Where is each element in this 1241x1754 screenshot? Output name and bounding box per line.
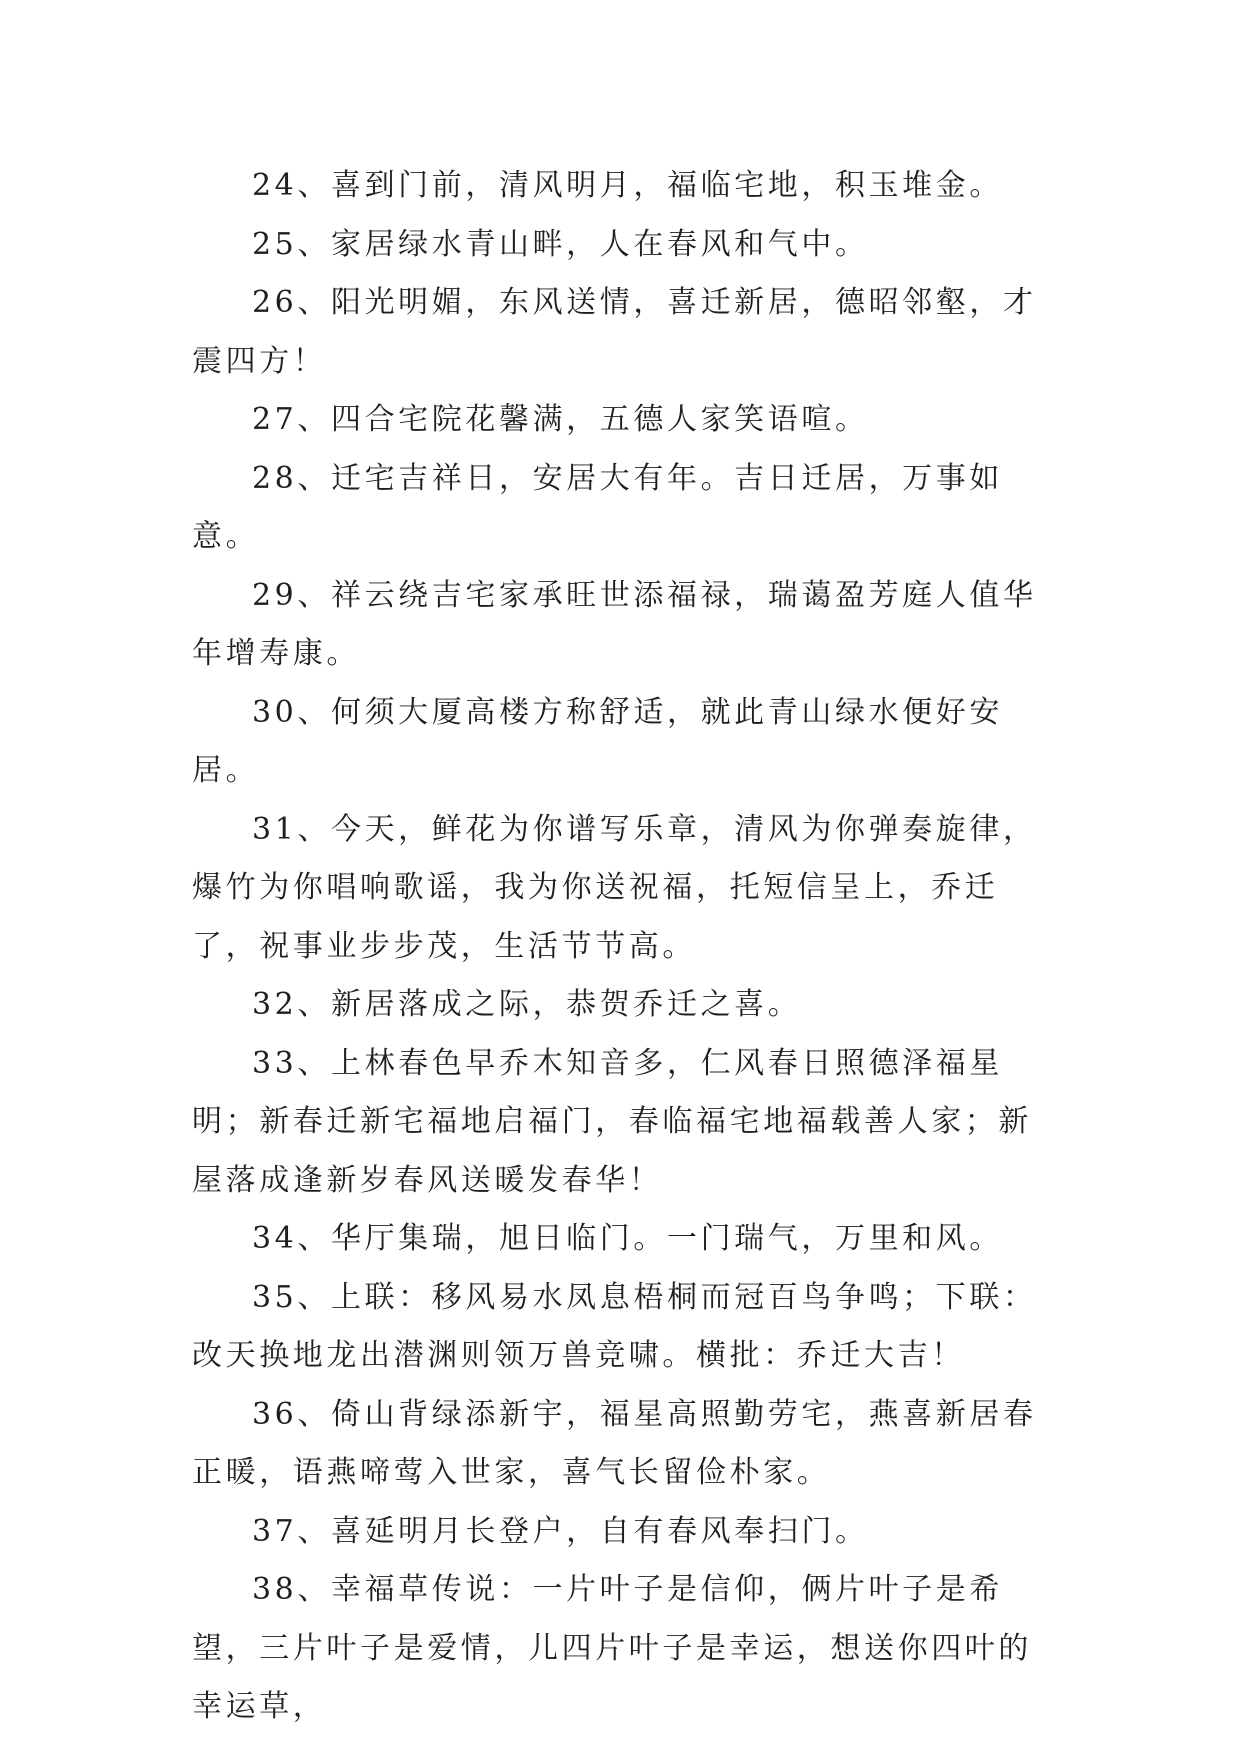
paragraph-31: 31、今天，鲜花为你谱写乐章，清风为你弹奏旋律，爆竹为你唱响歌谣，我为你送祝福，托短信呈上，乔迁了，祝事业步步茂，生活节节高。 [192, 811, 1037, 964]
paragraph-26: 26、阳光明媚，东风送情，喜迁新居，德昭邻壑，才震四方！ [192, 285, 1037, 379]
paragraph-35: 35、上联：移风易水凤息梧桐而冠百鸟争鸣；下联：改天换地龙出潜渊则领万兽竞啸。横批：乔迁大吉！ [192, 1279, 1037, 1373]
document-body [192, 157, 1042, 1737]
paragraph-27: 27、四合宅院花馨满，五德人家笑语喧。 [252, 402, 869, 437]
paragraph-28: 28、迁宅吉祥日，安居大有年。吉日迁居，万事如意。 [192, 460, 1003, 554]
paragraph-34: 34、华厅集瑞，旭日临门。一门瑞气，万里和风。 [252, 1221, 1003, 1256]
paragraph-30: 30、何须大厦高楼方称舒适，就此青山绿水便好安居。 [192, 694, 1003, 788]
paragraph-29: 29、祥云绕吉宅家承旺世添福禄，瑞蔼盈芳庭人值华年增寿康。 [192, 577, 1037, 671]
paragraph-36: 36、倚山背绿添新宇，福星高照勤劳宅，燕喜新居春正暖，语燕啼莺入世家，喜气长留俭朴家。 [192, 1396, 1037, 1490]
paragraph-33: 33、上林春色早乔木知音多，仁风春日照德泽福星明；新春迁新宅福地启福门，春临福宅地福载善人家；新屋落成逢新岁春风送暖发春华！ [192, 1045, 1032, 1198]
paragraph-24: 24、喜到门前，清风明月，福临宅地，积玉堆金。 [252, 168, 1003, 203]
paragraph-38: 38、幸福草传说：一片叶子是信仰，俩片叶子是希望，三片叶子是爱情，儿四片叶子是幸运，想送你四叶的幸运草， [192, 1572, 1032, 1724]
paragraph-37: 37、喜延明月长登户，自有春风奉扫门。 [252, 1513, 869, 1549]
paragraph-32: 32、新居落成之际，恭贺乔迁之喜。 [252, 987, 802, 1022]
paragraph-25: 25、家居绿水青山畔，人在春风和气中。 [252, 226, 869, 262]
